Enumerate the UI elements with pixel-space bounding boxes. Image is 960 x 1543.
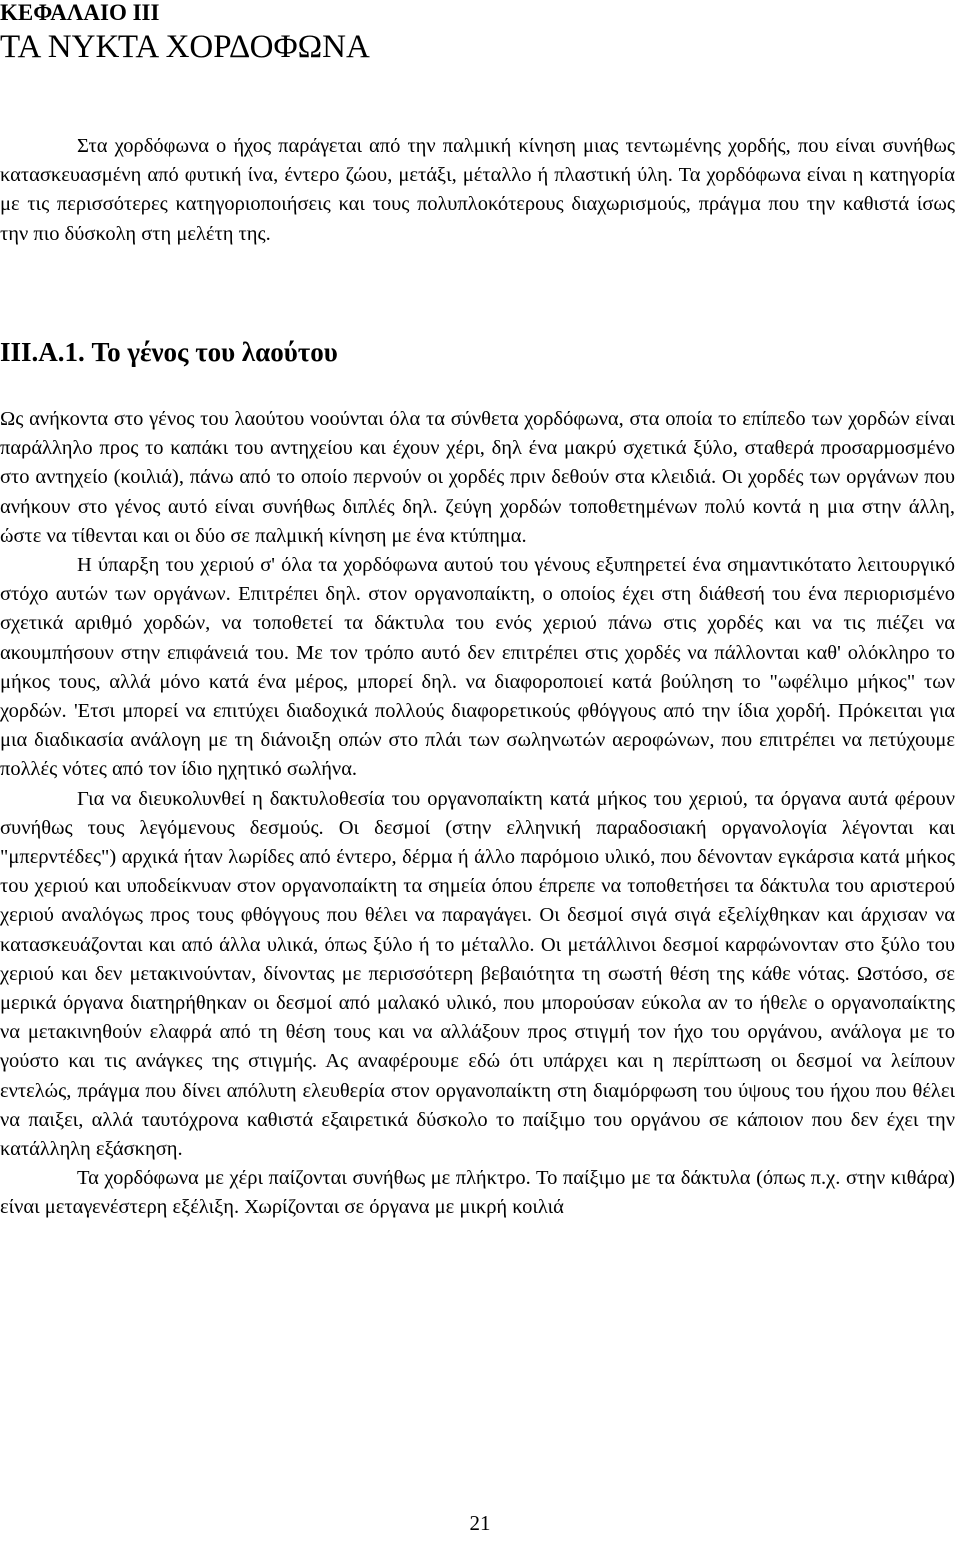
intro-section (0, 132, 955, 249)
section-paragraph-2: Η ύπαρξη του χεριού σ' όλα τα χορδόφωνα αυτού του γένους εξυπηρετεί ένα σημαντικότατο λειτουργικό στόχο αυτών των οργάνων. Επιτρέπει δηλ. στον οργανοπαίκτη, ο οποίος έχει στη διάθεσή του ένα περιορισμένο σχετικά αριθμό χορδών, να τοποθετεί τα δάκτυλα του ενός χεριού πάνω στις χορδές και να τις πιέζει να ακουμπήσουν στην επιφάνειά του. Με τον τρόπο αυτό δεν επιτρέπει στις χορδές να πάλλονται καθ' ολόκληρο το μήκος τους, αλλά μόνο κατά ένα μέρος, μπορεί δηλ. να διαφοροποιεί κατά βούληση το "ωφέλιμο μήκος" των χορδών. 'Ετσι μπορεί να επιτύχει διαδοχικά πολλούς διαφορετικούς φθόγγους από την ίδια χορδή. Πρόκειται για μια διαδικασία ανάλογη με τη διάνοιξη οπών στο πλάι των σωληνωτών αεροφώνων, που επιτρέπει να πετύχουμε πολλές νότες από τον ίδιο ηχητικό σωλήνα. (0, 554, 955, 781)
intro-paragraph: Στα χορδόφωνα ο ήχος παράγεται από την παλμική κίνηση μιας τεντωμένης χορδής, που είναι συνήθως κατασκευασμένη από φυτική ίνα, έντερο ζώου, μετάξι, μέταλλο ή πλαστική ύλη. Τα χορδόφωνα είναι η κατηγορία με τις περισσότερες κατηγοριοποιήσεις και τους πολυπλοκότερους διαχωρισμούς, πράγμα που την καθιστά ίσως την πιο δύσκολη στη μελέτη της. (0, 135, 955, 245)
section-paragraph-3: Για να διευκολυνθεί η δακτυλοθεσία του οργανοπαίκτη κατά μήκος του χεριού, τα όργανα αυτά φέρουν συνήθως τους λεγόμενους δεσμούς. Οι δεσμοί (στην ελληνική παραδοσιακή οργανολογία λέγονται και "μπερντέδες") αρχικά ήταν λωρίδες από έντερο, δέρμα ή άλλο παρόμοιο υλικό, που δένονταν εγκάρσια κατά μήκος του χεριού και υποδείκνυαν στον οργανοπαίκτη τα σημεία όπου έπρεπε να τοποθετήσει τα δάκτυλα του αριστερού χεριού αναλόγως προς τους φθόγγους που θέλει να παραγάγει. Οι δεσμοί σιγά σιγά εξελίχθηκαν και άρχισαν να κατασκευάζονται και από άλλα υλικά, όπως ξύλο ή το μέταλλο. Οι μετάλλινοι δεσμοί καρφώνονταν στο ξύλο του χεριού και δεν μετακινούνταν, δίνοντας με περισσότερη βεβαιότητα τη σωστή θέση της κάθε νότας. Ωστόσο, σε μερικά όργανα διατηρήθηκαν οι δεσμοί από μαλακό υλικό, που μπορούσαν εύκολα αν το ήθελε ο οργανοπαίκτης να μετακινηθούν ελαφρά από τη θέση τους και να αλλάξουν προς στιγμή τον ήχο του οργάνου, ανάλογα με το γούστο και τις ανάγκες της στιγμής. Ας αναφέρουμε εδώ ότι υπάρχει και η περίπτωση οι δεσμοί να λείπουν εντελώς, πράγμα που δίνει απόλυτη ελευθερία στον οργανοπαίκτη στη διαμόρφωση του ύψους του ήχου που θέλει να παιξει, αλλά ταυτόχρονα καθιστά εξαιρετικά δύσκολο το παίξιμο του οργάνου σε κάποιον που δεν έχει την κατάλληλη εξάσκηση. (0, 787, 955, 1161)
section-body (0, 405, 955, 1223)
section-paragraph-1: Ως ανήκοντα στο γένος του λαούτου νοούνται όλα τα σύνθετα χορδόφωνα, στα οποία το επίπεδο των χορδών είναι παράλληλο προς το καπάκι του αντηχείου και έχουν χέρι, δηλ ένα μακρύ σχετικά ξύλο, σταθερά προσαρμοσμένο στο αντηχείο (κοιλιά), πάνω από το οποίο περνούν οι χορδές πριν δεθούν στα κλειδιά. Οι χορδές των οργάνων που ανήκουν στο γένος αυτό είναι συνήθως διπλές δηλ. ζεύγη χορδών τοποθετημένων πολύ κοντά η μια στην άλλη, ώστε να τίθενται και οι δύο σε παλμική κίνηση με ένα κτύπημα. (0, 408, 955, 547)
section-heading: III.A.1. Το γένος του λαούτου (0, 337, 338, 367)
page-number: 21 (469, 1511, 491, 1535)
chapter-label: ΚΕΦΑΛΑΙΟ III (0, 0, 160, 25)
section-paragraph-4: Τα χορδόφωνα με χέρι παίζονται συνήθως με πλήκτρο. Το παίξιμο με τα δάκτυλα (όπως π.χ. στην κιθάρα) είναι μεταγενέστερη εξέλιξη. Χωρίζονται σε όργανα με μικρή κοιλιά (0, 1167, 955, 1219)
chapter-title: ΤΑ ΝΥΚΤΑ ΧΟΡΔΟΦΩΝΑ (0, 29, 370, 65)
